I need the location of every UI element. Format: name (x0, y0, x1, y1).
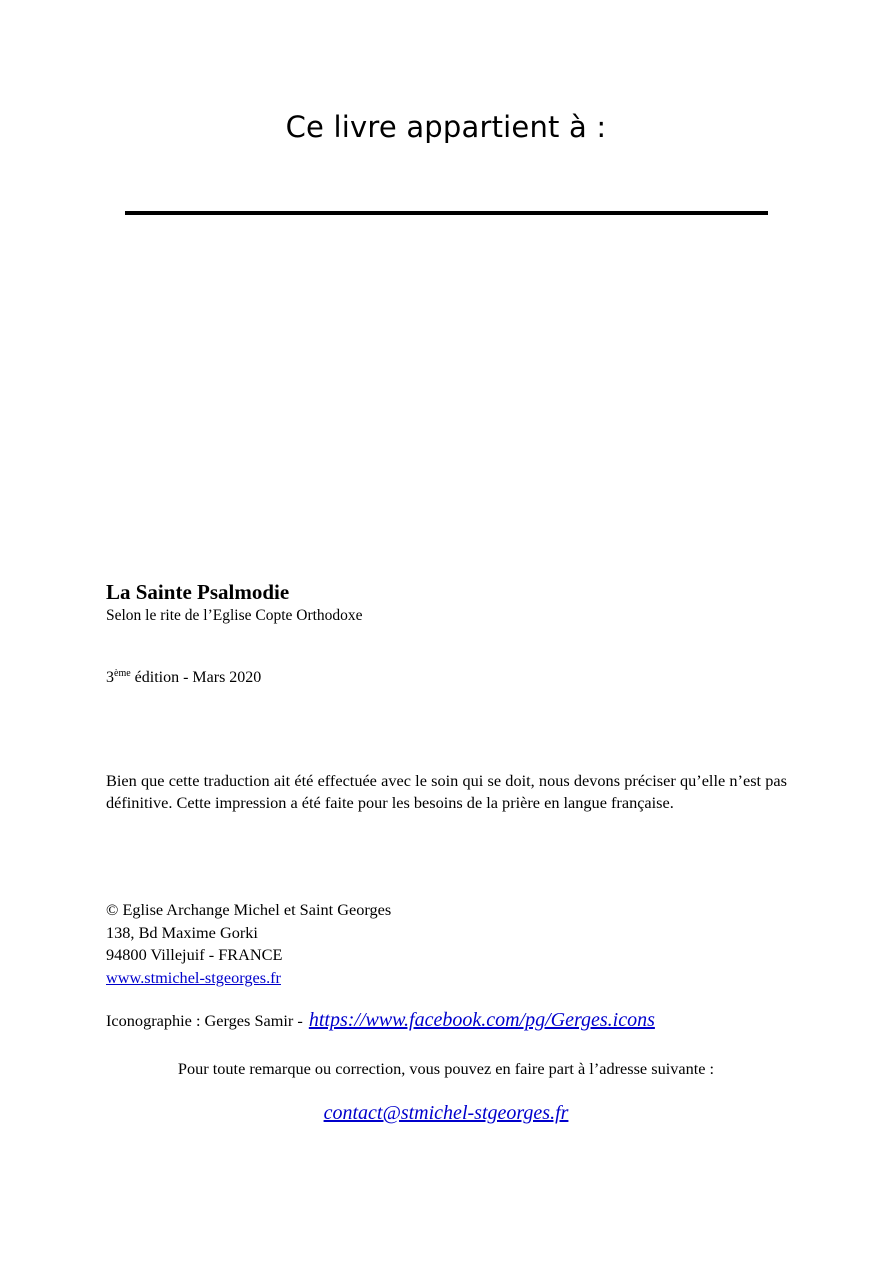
owner-name-line (125, 211, 768, 215)
disclaimer-paragraph: Bien que cette traduction ait été effectuée avec le soin qui se doit, nous devons préciser qu’elle n’est pas définitive. Cette impression a été faite pour les besoins de la prière en langue française. (106, 771, 787, 812)
edition-number: 3 (106, 669, 114, 686)
address-line-street: 138, Bd Maxime Gorki (106, 922, 258, 942)
owner-heading: Ce livre appartient à : (285, 110, 607, 144)
address-line-organization: © Eglise Archange Michel et Saint Georges (106, 900, 392, 919)
publisher-address (106, 899, 787, 989)
facebook-link[interactable]: https://www.facebook.com/pg/Gerges.icons (308, 1009, 655, 1031)
website-link[interactable]: www.stmichel-stgeorges.fr (106, 967, 281, 987)
book-subtitle: Selon le rite de l’Eglise Copte Orthodoxe (106, 607, 363, 624)
iconography-credit (106, 1009, 787, 1032)
address-line-city: 94800 Villejuif - FRANCE (106, 945, 283, 964)
contact-email-link[interactable]: contact@stmichel-stgeorges.fr (323, 1102, 569, 1124)
edition-suffix: ème (114, 668, 131, 679)
credit-label: Iconographie : Gerges Samir - (106, 1011, 303, 1030)
book-title: La Sainte Psalmodie (106, 580, 290, 604)
remark-text: Pour toute remarque ou correction, vous pouvez en faire part à l’adresse suivante : (177, 1059, 715, 1078)
edition-date: édition - Mars 2020 (130, 669, 262, 686)
edition-info (106, 669, 787, 687)
